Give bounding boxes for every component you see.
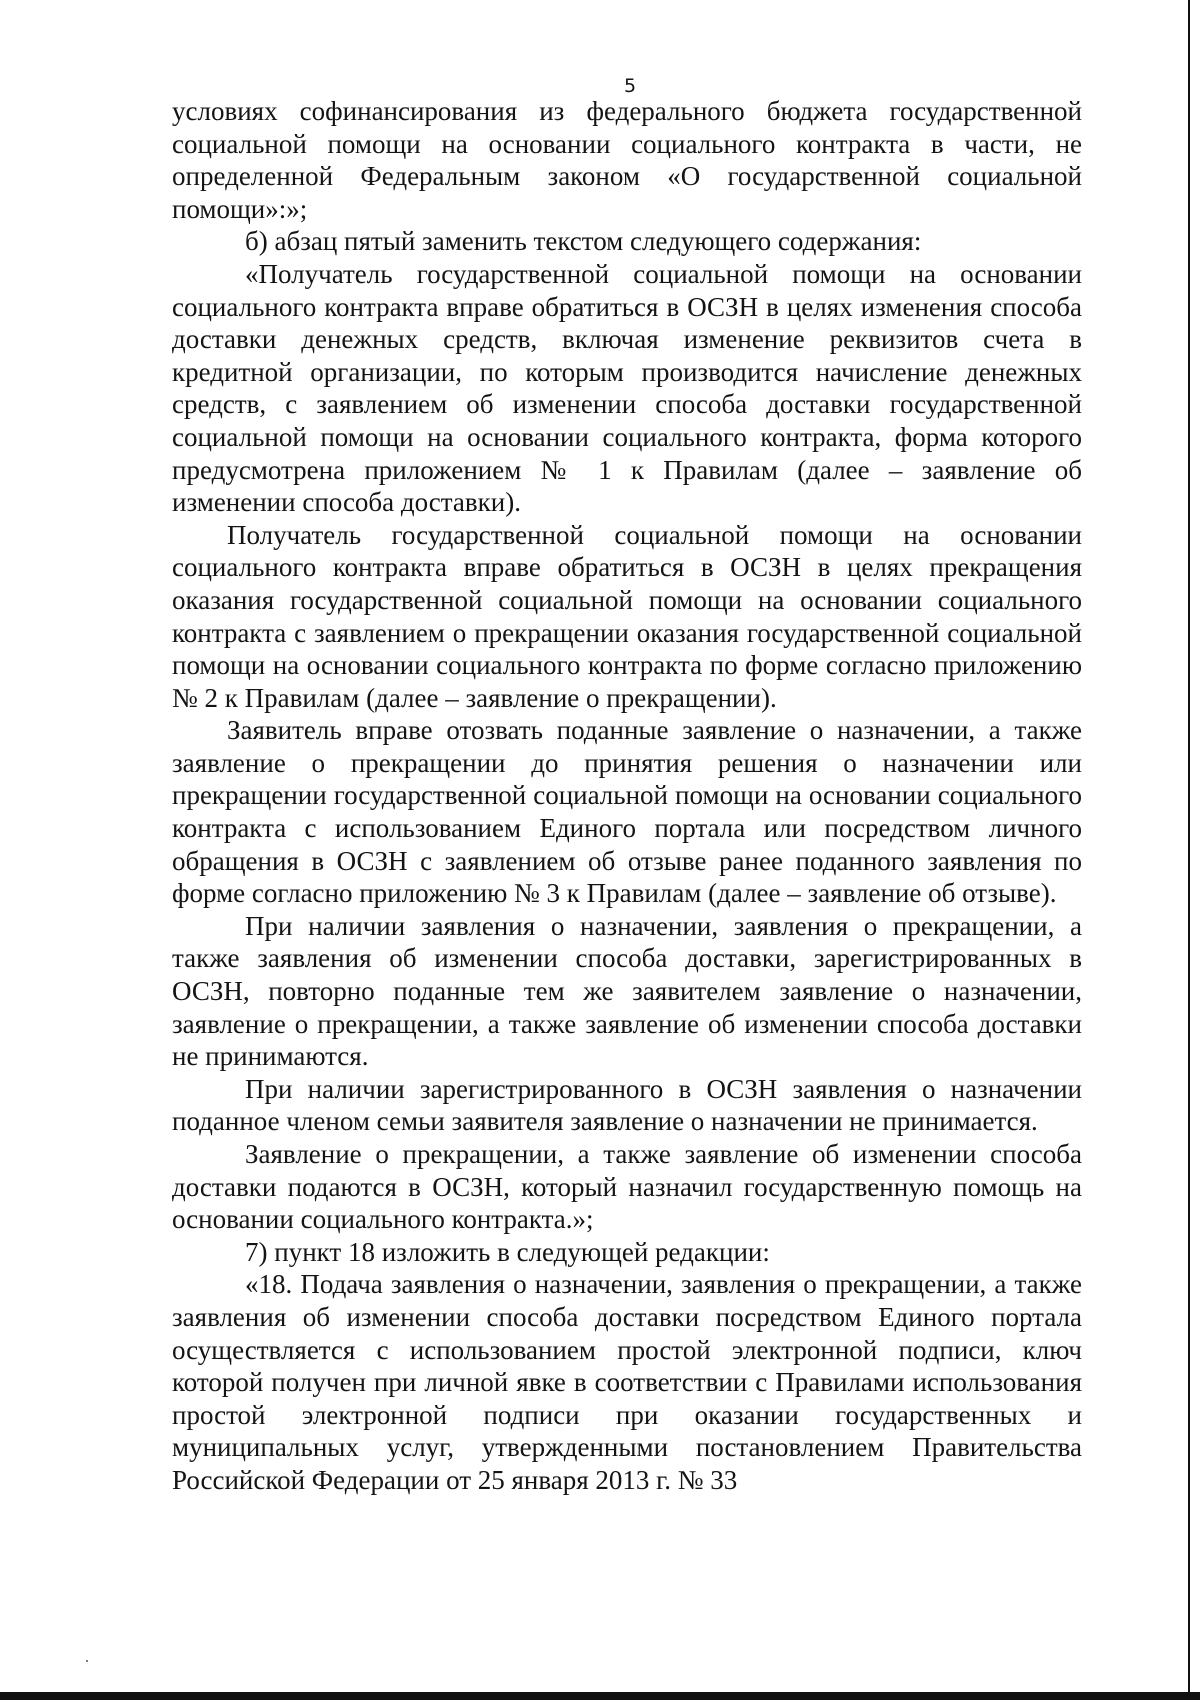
scan-border-right bbox=[1188, 0, 1190, 1692]
paragraph-termination: Получатель государственной социальной помощи на основании социального контракта вправе обратиться в ОСЗН в целях прекращения оказания государственной социальной помощи на основании социального контракта с заявлением о прекращении оказания государственной социальной помощи на основании социального контракта по форме согласно приложению № 2 к Правилам (далее – заявление о прекращении). bbox=[172, 519, 1082, 713]
paragraph-submission-place: Заявление о прекращении, а также заявление об изменении способа доставки подаются в ОСЗН, который назначил государственную помощь на основании социального контракта.»; bbox=[172, 1139, 1082, 1235]
page-number: 5 bbox=[623, 75, 637, 97]
paragraph-continuation: условиях софинансирования из федерального бюджета государственной социальной помощи на основании социального контракта в части, не определенной Федеральным законом «О государственной социальной помощи»:»; bbox=[172, 96, 1082, 224]
paragraph-amendment-7: 7) пункт 18 изложить в следующей редакции: bbox=[245, 1236, 770, 1267]
paragraph-family-member: При наличии зарегистрированного в ОСЗН заявления о назначении поданное членом семьи заявителя заявление о назначении не принимается. bbox=[172, 1073, 1082, 1137]
scan-border-bottom bbox=[0, 1692, 1200, 1700]
paragraph-item-18: «18. Подача заявления о назначении, заявления о прекращении, а также заявления об изменении способа доставки посредством Единого портала осуществляется с использованием простой электронной подписи, ключ которой получен при личной явке в соответствии с Правилами использования простой электронной подписи при оказании государственных и муниципальных услуг, утвержденными постановлением Правительства Российской Федерации от 25 января 2013 г. № 33 bbox=[172, 1269, 1082, 1495]
document-body bbox=[172, 95, 1082, 1497]
paragraph-repeat-applications: При наличии заявления о назначении, заявления о прекращении, а также заявления об изменении способа доставки, зарегистрированных в ОСЗН, повторно поданные тем же заявителем заявление о назначении, заявление о прекращении, а также заявление об изменении способа доставки не принимаются. bbox=[172, 910, 1082, 1072]
paragraph-delivery-change: «Получатель государственной социальной помощи на основании социального контракта вправе обратиться в ОСЗН в целях изменения способа доставки денежных средств, включая изменение реквизитов счета в кредитной организации, по которым производится начисление денежных средств, с заявлением об изменении способа доставки государственной социальной помощи на основании социального контракта, форма которого предусмотрена приложением № 1 к Правилам (далее – заявление об изменении способа доставки). bbox=[172, 258, 1082, 518]
scan-speck bbox=[86, 1660, 88, 1662]
paragraph-amendment-b: б) абзац пятый заменить текстом следующего содержания: bbox=[245, 226, 922, 257]
paragraph-withdrawal: Заявитель вправе отозвать поданные заявление о назначении, а также заявление о прекращении до принятия решения о назначении или прекращении государственной социальной помощи на основании социального контракта с использованием Единого портала или посредством личного обращения в ОСЗН с заявлением об отзыве ранее поданного заявления по форме согласно приложению № 3 к Правилам (далее – заявление об отзыве). bbox=[172, 715, 1082, 909]
